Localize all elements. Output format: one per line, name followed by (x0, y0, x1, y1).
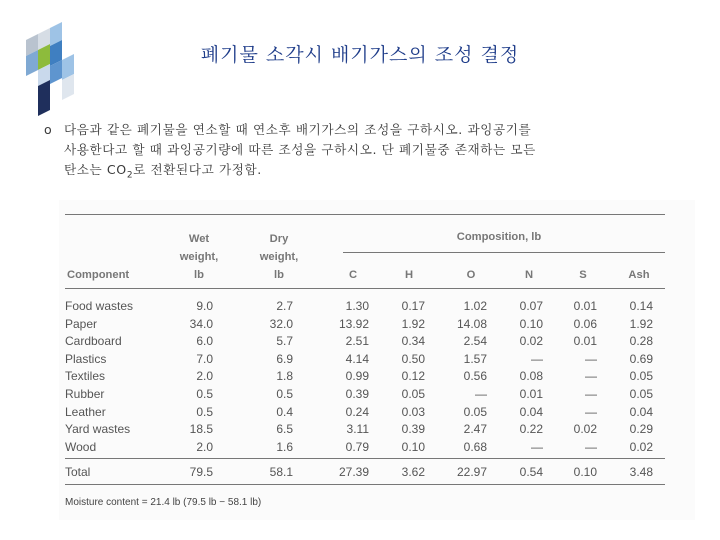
table-row-0-ash: 0.14 (629, 299, 653, 313)
table-row-3-h: 0.50 (401, 351, 425, 366)
total-row-o: 22.97 (456, 465, 487, 480)
table-row-8-ash: 0.02 (629, 439, 653, 454)
table-row-0-dry: 2.7 (276, 299, 293, 313)
table-row-2-wet: 6.0 (196, 334, 213, 349)
table-row-4-h: 0.12 (401, 369, 425, 384)
total-row-c: 27.39 (338, 465, 369, 480)
table-row-5-s: — (585, 387, 597, 401)
table-row-1-h: 1.92 (401, 316, 425, 331)
table-row-6-n: 0.04 (519, 404, 543, 419)
total-rule (65, 458, 665, 459)
table-row-2-h: 0.34 (401, 334, 425, 349)
header-element-s: S (579, 269, 587, 281)
table-row-5-n: 0.01 (519, 387, 543, 401)
header-element-o: O (466, 269, 476, 281)
table-row-7-n: 0.22 (519, 422, 543, 437)
table-row-8-dry: 1.6 (276, 439, 293, 454)
table-row-5-ash: 0.05 (629, 387, 653, 401)
header-element-n: N (524, 269, 534, 281)
question-line-3 (64, 160, 684, 186)
table-row-4-dry: 1.8 (276, 369, 293, 384)
table-row-8-wet: 2.0 (196, 439, 213, 454)
table-row-6-dry: 0.4 (276, 404, 293, 419)
table-row-3-wet: 7.0 (196, 351, 213, 366)
table-row-5-h: 0.05 (401, 387, 425, 401)
total-row-component: Total (65, 465, 91, 480)
table-row-3-n: — (531, 351, 543, 366)
slide-title: 폐기물 소각시 배기가스의 조성 결정 (200, 44, 520, 66)
header-dry-2: weight, (259, 251, 299, 263)
table-row-5-o: — (475, 387, 487, 401)
header-element-h: H (404, 269, 414, 281)
table-row-3-s: — (585, 351, 597, 366)
total-row-dry: 58.1 (269, 465, 293, 480)
table-row-7-wet: 18.5 (189, 422, 213, 437)
moisture-content-note: Moisture content = 21.4 lb (79.5 lb − 58.1 lb) (65, 497, 262, 508)
table-row-8-h: 0.10 (401, 439, 425, 454)
table-row-7-s: 0.02 (573, 422, 597, 437)
table-row-5-c: 0.39 (345, 387, 369, 401)
table-row-1-o: 14.08 (456, 316, 487, 331)
table-row-8-component: Wood (65, 439, 97, 454)
table-row-8-c: 0.79 (345, 439, 369, 454)
question-line-1: 다음과 같은 폐기물을 연소할 때 연소후 배기가스의 조성을 구하시오. 과잉공기를 (64, 122, 532, 137)
table-row-5-component: Rubber (65, 387, 105, 401)
header-wet-2: weight, (179, 251, 219, 263)
table-row-6-wet: 0.5 (196, 404, 213, 419)
table-row-0-c: 1.30 (345, 299, 369, 313)
bullet-marker: o (44, 122, 52, 137)
table-row-7-ash: 0.29 (629, 422, 653, 437)
table-row-4-c: 0.99 (345, 369, 369, 384)
table-row-0-n: 0.07 (519, 299, 543, 313)
table-row-2-s: 0.01 (573, 334, 597, 349)
table-row-6-component: Leather (65, 404, 106, 419)
table-row-0-component: Food wastes (65, 299, 134, 313)
table-row-1-component: Paper (65, 316, 98, 331)
question-text (64, 120, 684, 186)
table-row-7-c: 3.11 (346, 422, 369, 437)
table-row-3-o: 1.57 (463, 351, 487, 366)
table-row-7-dry: 6.5 (276, 422, 293, 437)
table-row-7-o: 2.47 (463, 422, 487, 437)
table-row-2-n: 0.02 (519, 334, 543, 349)
table-row-0-s: 0.01 (573, 299, 597, 313)
total-row-h: 3.62 (401, 465, 425, 480)
table-row-4-component: Textiles (65, 369, 106, 384)
table-row-2-o: 2.54 (463, 334, 487, 349)
table-top-rule (65, 214, 665, 215)
table-row-2-c: 2.51 (345, 334, 369, 349)
table-row-1-c: 13.92 (338, 316, 369, 331)
table-row-5-dry: 0.5 (276, 387, 293, 401)
table-row-4-n: 0.08 (519, 369, 543, 384)
table-row-6-o: 0.05 (463, 404, 487, 419)
table-row-1-wet: 34.0 (189, 316, 213, 331)
question-line-3b: 로 전환된다고 가정함. (133, 162, 262, 177)
total-row-n: 0.54 (519, 465, 543, 480)
table-row-3-c: 4.14 (345, 351, 369, 366)
table-row-1-dry: 32.0 (269, 316, 293, 331)
table-row-1-n: 0.10 (519, 316, 543, 331)
total-row-wet: 79.5 (189, 465, 213, 480)
composition-table-image (59, 200, 695, 520)
table-row-6-ash: 0.04 (629, 404, 653, 419)
co2-subscript: 2 (126, 170, 134, 181)
header-element-c: C (348, 269, 358, 281)
table-row-3-component: Plastics (65, 351, 107, 366)
header-bottom-rule (65, 288, 665, 289)
table-row-3-ash: 0.69 (629, 351, 653, 366)
table-row-8-n: — (531, 439, 543, 454)
table-row-0-wet: 9.0 (196, 299, 213, 313)
table-row-0-h: 0.17 (401, 299, 425, 313)
header-wet-3: lb (194, 269, 204, 281)
table-row-8-s: — (585, 439, 597, 454)
header-composition: Composition, lb (456, 231, 542, 243)
table-row-0-o: 1.02 (463, 299, 487, 313)
question-line-3a: 탄소는 CO (64, 162, 127, 177)
header-dry-3: lb (274, 269, 284, 281)
table-row-4-o: 0.56 (463, 369, 487, 384)
table-row-4-wet: 2.0 (196, 369, 213, 384)
table-row-2-component: Cardboard (65, 334, 122, 349)
question-line-2: 사용한다고 할 때 과잉공기량에 따른 조성을 구하시오. 단 폐기물중 존재하는 모든 (64, 142, 536, 157)
table-row-1-ash: 1.92 (629, 316, 653, 331)
header-component: Component (67, 269, 130, 281)
table-row-7-h: 0.39 (401, 422, 425, 437)
total-row-s: 0.10 (573, 465, 597, 480)
table-row-6-s: — (585, 404, 597, 419)
header-wet-1: Wet (188, 233, 210, 245)
table-bottom-rule (65, 484, 665, 485)
table-row-7-component: Yard wastes (65, 422, 131, 437)
table-row-1-s: 0.06 (573, 316, 597, 331)
table-row-4-ash: 0.05 (629, 369, 653, 384)
composition-rule (343, 252, 665, 253)
table-row-5-wet: 0.5 (196, 387, 213, 401)
table-row-3-dry: 6.9 (276, 351, 293, 366)
header-dry-1: Dry (269, 233, 289, 245)
table-row-8-o: 0.68 (463, 439, 487, 454)
table-row-6-h: 0.03 (401, 404, 425, 419)
table-row-2-dry: 5.7 (276, 334, 293, 349)
total-row-ash: 3.48 (629, 465, 653, 480)
table-row-4-s: — (585, 369, 597, 384)
table-row-6-c: 0.24 (345, 404, 369, 419)
logo-icon (14, 20, 104, 120)
table-row-2-ash: 0.28 (629, 334, 653, 349)
header-element-ash: Ash (628, 269, 650, 281)
